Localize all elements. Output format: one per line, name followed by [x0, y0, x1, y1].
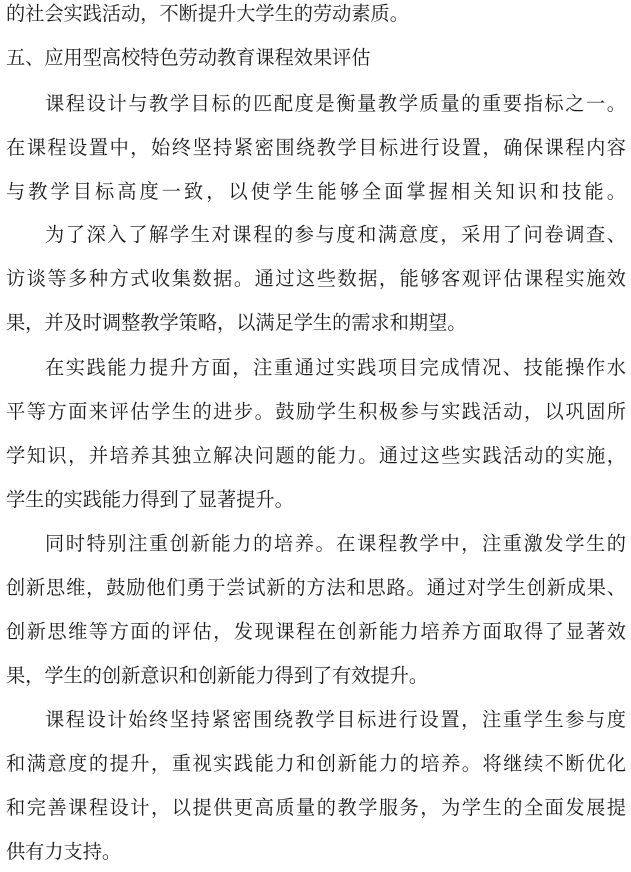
- paragraph-5-line-1: 课程设计始终坚持紧密围绕教学目标进行设置，注重学生参与度: [45, 708, 626, 731]
- paragraph-3-line-3: 学知识，并培养其独立解决问题的能力。通过这些实践活动的实施，: [6, 444, 626, 467]
- paragraph-5-line-2: 和满意度的提升，重视实践能力和创新能力的培养。将继续不断优化: [6, 752, 626, 775]
- paragraph-2-line-1: 为了深入了解学生对课程的参与度和满意度，采用了问卷调查、: [45, 223, 626, 246]
- paragraph-3-line-1: 在实践能力提升方面，注重通过实践项目完成情况、技能操作水: [45, 356, 626, 379]
- paragraph-3-line-4: 学生的实践能力得到了显著提升。: [6, 488, 294, 511]
- paragraph-1-line-3: 与教学目标高度一致，以使学生能够全面掌握相关知识和技能。: [6, 180, 626, 203]
- paragraph-4-line-2: 创新思维，鼓励他们勇于尝试新的方法和思路。通过对学生创新成果、: [6, 576, 626, 599]
- paragraph-3-line-2: 平等方面来评估学生的进步。鼓励学生积极参与实践活动，以巩固所: [6, 400, 626, 423]
- paragraph-2-line-2: 访谈等多种方式收集数据。通过这些数据，能够客观评估课程实施效: [6, 267, 626, 290]
- continuation-line: 的社会实践活动，不断提升大学生的劳动素质。: [6, 2, 409, 25]
- paragraph-4-line-4: 果，学生的创新意识和创新能力得到了有效提升。: [6, 664, 429, 687]
- paragraph-1-line-2: 在课程设置中，始终坚持紧密围绕教学目标进行设置，确保课程内容: [6, 136, 626, 159]
- paragraph-2-line-3: 果，并及时调整教学策略，以满足学生的需求和期望。: [6, 311, 467, 334]
- section-heading: 五、应用型高校特色劳动教育课程效果评估: [6, 46, 371, 69]
- paragraph-5-line-3: 和完善课程设计，以提供更高质量的教学服务，为学生的全面发展提: [6, 796, 626, 819]
- paragraph-4-line-3: 创新思维等方面的评估，发现课程在创新能力培养方面取得了显著效: [6, 620, 626, 643]
- paragraph-5-line-4: 供有力支持。: [6, 840, 122, 863]
- paragraph-4-line-1: 同时特别注重创新能力的培养。在课程教学中，注重激发学生的: [45, 532, 626, 555]
- paragraph-1-line-1: 课程设计与教学目标的匹配度是衡量教学质量的重要指标之一。: [45, 92, 626, 115]
